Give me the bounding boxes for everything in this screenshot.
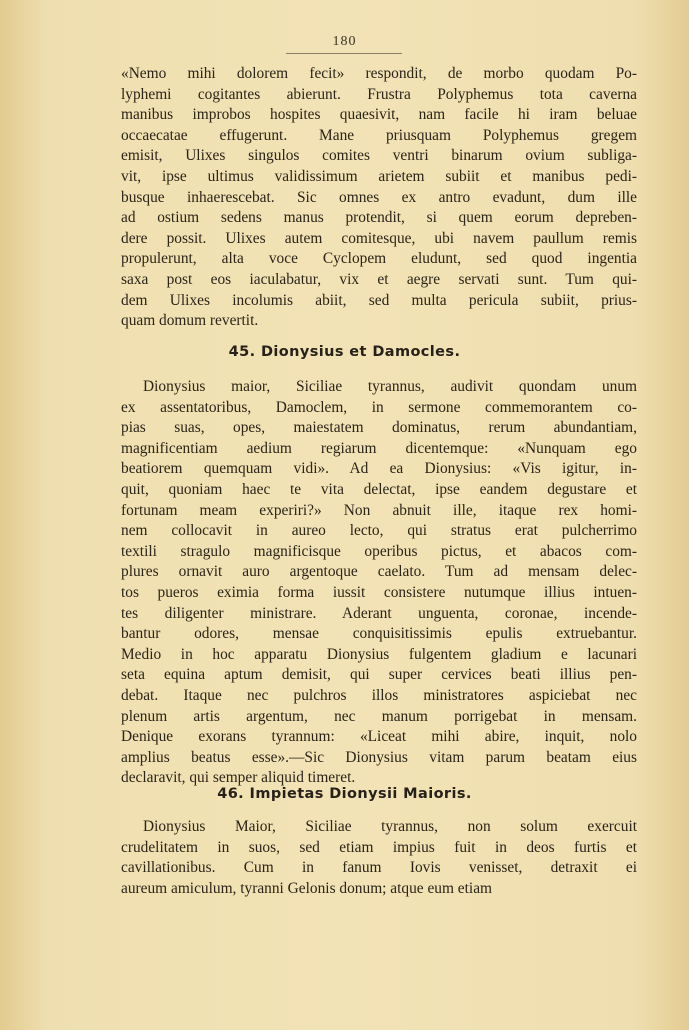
text-line: plenum artis argentum, nec manum porrigebat in mensam. (121, 707, 637, 725)
page-number: 180 (332, 34, 357, 49)
text-line: quit, quoniam haec te vita delectat, ipse eandem degustare et (121, 480, 637, 498)
text-line: saxa post eos iaculabatur, vix et aegre servati sunt. Tum qui- (121, 270, 637, 288)
paragraph-2 (121, 377, 637, 789)
text-line: busque inhaerescebat. Sic omnes ex antro evadunt, dum ille (121, 188, 637, 206)
text-line: ad ostium sedens manus protendit, si quem eorum depreben- (121, 209, 637, 227)
text-line: dere possit. Ulixes autem comitesque, ubi navem paullum remis (121, 229, 637, 247)
paragraph-1 (121, 64, 637, 332)
paragraph-continuation (121, 64, 637, 332)
text-line: bantur odores, mensae conquisitissimis epulis extruebantur. (121, 625, 637, 643)
text-line: emisit, Ulixes singulos comites ventri binarum ovium subliga- (121, 147, 637, 165)
header-rule (286, 53, 402, 54)
text-line: occaecatae effugerunt. Mane priusquam Polyphemus gregem (121, 126, 637, 144)
text-line: plures ornavit auro argentoque caelato. Tum ad mensam delec- (121, 563, 637, 581)
text-line: magnificentiam aedium regiarum dicentemque: «Nunquam ego (121, 439, 637, 457)
section-heading-45: 45. Dionysius et Damocles. (228, 344, 461, 360)
text-line: amplius beatus esse».—Sic Dionysius vitam parum beatam eius (121, 748, 637, 766)
text-line: tes diligenter ministrare. Aderant unguenta, coronae, incende- (121, 604, 637, 622)
text-line: aureum amiculum, tyranni Gelonis donum; atque eum etiam (121, 879, 492, 897)
text-line: Dionysius Maior, Siciliae tyrannus, non solum exercuit (143, 818, 637, 835)
text-line: pias suas, opes, maiestatem dominatus, rerum abundantiam, (121, 419, 637, 437)
text-line: fortunam meam experiri?» Non abnuit ille, itaque rex homi- (121, 501, 637, 519)
paragraph-dionysius-damocles (121, 377, 637, 789)
text-line: Dionysius maior, Siciliae tyrannus, audivit quondam unum (143, 378, 637, 395)
text-line: beatiorem quemquam vidi». Ad ea Dionysius: «Vis igitur, in- (121, 460, 637, 478)
text-line: Denique exorans tyrannum: «Liceat mihi abire, inquit, nolo (121, 728, 637, 746)
paragraph-impietas (121, 817, 637, 899)
text-line: quam domum revertit. (121, 312, 259, 330)
text-line: textili stragulo magnificisque operibus pictus, et abacos com- (121, 542, 637, 560)
text-line: lyphemi cogitantes abierunt. Frustra Polyphemus tota caverna (121, 85, 637, 103)
text-line: declaravit, qui semper aliquid timeret. (121, 769, 356, 787)
text-line: propulerunt, alta voce Cyclopem eludunt, sed quod ingentia (121, 250, 637, 268)
text-line: tos pueros eximia forma iussit consistere nutumque illius intuen- (121, 583, 637, 601)
text-line: «Nemo mihi dolorem fecit» respondit, de morbo quodam Po- (121, 65, 637, 82)
text-line: crudelitatem in suos, sed etiam impius fuit in deos furtis et (121, 838, 637, 856)
section-heading-46: 46. Impietas Dionysii Maioris. (217, 786, 472, 802)
text-line: Medio in hoc apparatu Dionysius fulgentem gladium e lacunari (121, 645, 637, 663)
text-line: dem Ulixes incolumis abiit, sed multa pericula subiit, prius- (121, 291, 637, 309)
text-line: cavillationibus. Cum in fanum Iovis venisset, detraxit ei (121, 859, 637, 877)
text-line: manibus improbos hospites quaesivit, nam facile hi iram beluae (121, 106, 637, 124)
text-line: ex assentatoribus, Damoclem, in sermone commemorantem co- (121, 398, 637, 416)
text-line: debat. Itaque nec pulchros illos ministratores aspiciebat nec (121, 686, 637, 704)
text-line: seta equina aptum demisit, qui super cervices beati illius pen- (121, 666, 637, 684)
paragraph-3 (121, 817, 637, 899)
text-line: nem collocavit in aureo lecto, qui stratus erat pulcherrimo (121, 522, 637, 540)
text-line: vit, ipse ultimus validissimum arietem subiit et manibus pedi- (121, 167, 637, 185)
